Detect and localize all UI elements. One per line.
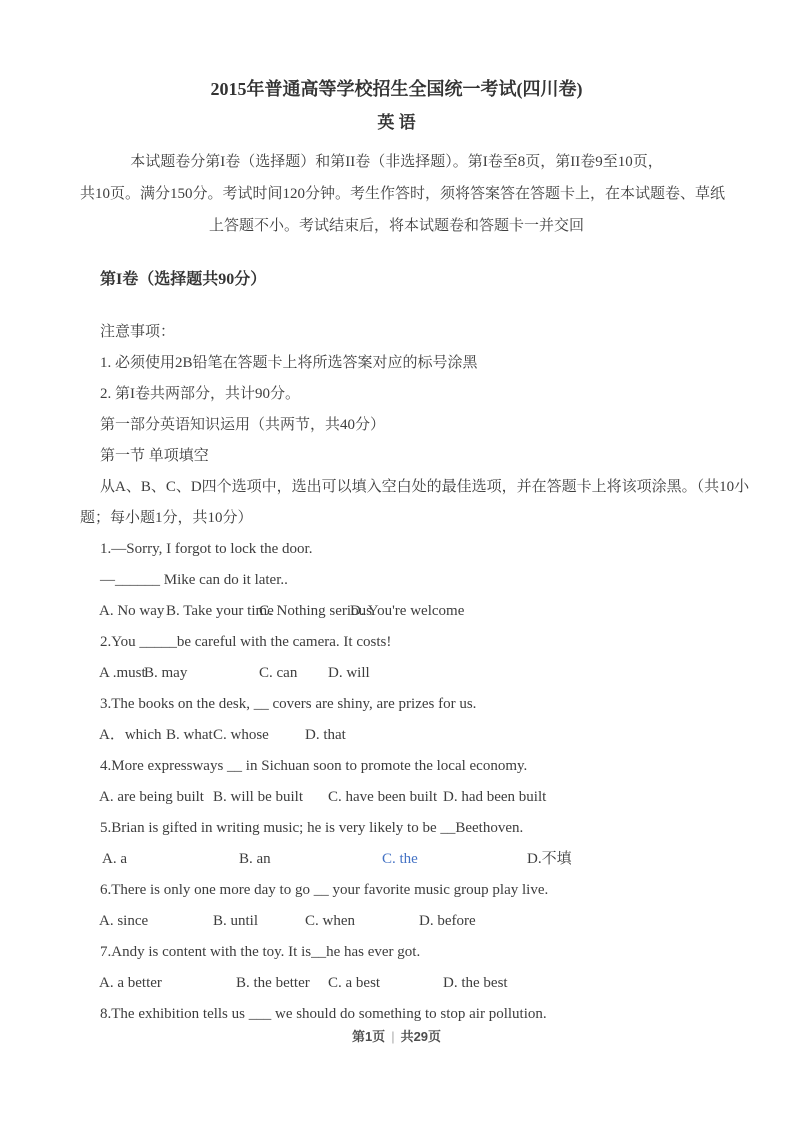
- question-list: [80, 534, 713, 1030]
- notice-title: 注意事项：: [100, 324, 176, 340]
- question-text: 5.Brian is gifted in writing music; he is very likely to be __Beethoven.: [100, 820, 524, 836]
- option-item: B. may: [144, 665, 188, 681]
- option-item: C. have been built: [328, 789, 438, 805]
- footer-separator: |: [391, 1029, 395, 1044]
- option-item: D. before: [419, 913, 476, 929]
- option-item: C. can: [259, 665, 298, 681]
- exam-subject: 英 语: [377, 113, 416, 132]
- note-item: 2. 第I卷共两部分，共计90分。: [100, 386, 300, 402]
- subsection-heading: 第一节 单项填空: [100, 448, 209, 464]
- exam-title: 2015年普通高等学校招生全国统一考试(四川卷): [210, 79, 583, 99]
- question-text: —______ Mike can do it later..: [100, 572, 288, 588]
- option-item: B. what: [166, 727, 213, 743]
- question-text: 8.The exhibition tells us ___ we should do something to stop air pollution.: [100, 1006, 547, 1022]
- option-item: A. No way: [99, 603, 165, 619]
- option-item: D. had been built: [443, 789, 547, 805]
- options-row: [80, 968, 713, 999]
- intro-line: 上答题不小。考试结束后，将本试题卷和答题卡一并交回: [208, 218, 584, 234]
- option-item: C. when: [305, 913, 355, 929]
- option-item: C. whose: [213, 727, 269, 743]
- option-item: B. the better: [236, 975, 310, 991]
- question-text: 3.The books on the desk, __ covers are shiny, are prizes for us.: [100, 696, 477, 712]
- option-item: B. until: [213, 913, 259, 929]
- option-item: C. Nothing serious: [259, 603, 372, 619]
- option-item: B. will be built: [213, 789, 303, 805]
- option-item: C. a best: [328, 975, 381, 991]
- option-item: A .must: [99, 665, 146, 681]
- instructions: [80, 472, 750, 534]
- question-text: 4.More expressways __ in Sichuan soon to promote the local economy.: [100, 758, 528, 774]
- options-row: [80, 720, 713, 751]
- question-text: 2.You _____be careful with the camera. It costs!: [100, 634, 392, 650]
- question-text: 6.There is only one more day to go __ your favorite music group play live.: [100, 882, 549, 898]
- page-number: 第1页: [351, 1029, 386, 1044]
- option-item: D. will: [328, 665, 370, 681]
- options-row: [80, 658, 713, 689]
- options-row: [80, 596, 713, 627]
- option-item: A. are being built: [99, 789, 204, 805]
- option-item: D.不填: [527, 851, 572, 867]
- instruction-line: 题；每小题1分，共10分）: [80, 510, 253, 526]
- option-item: D. that: [305, 727, 346, 743]
- notice-list: [80, 348, 713, 410]
- option-item: D. You're welcome: [350, 603, 465, 619]
- option-item: A．which: [99, 727, 162, 743]
- exam-intro: [80, 146, 726, 242]
- options-row: [80, 906, 713, 937]
- option-item: A. a better: [99, 975, 162, 991]
- option-item: A. a: [102, 851, 127, 867]
- question-text: 7.Andy is content with the toy. It is__he has ever got.: [100, 944, 421, 960]
- options-row: [80, 844, 713, 875]
- option-item: C. the: [382, 851, 418, 867]
- question-text: 1.—Sorry, I forgot to lock the door.: [100, 541, 313, 557]
- option-item: B. an: [239, 851, 271, 867]
- option-item: B. Take your time: [166, 603, 274, 619]
- option-item: D. the best: [443, 975, 508, 991]
- part-heading: 第一部分英语知识运用（共两节，共40分）: [100, 417, 386, 433]
- option-item: A. since: [99, 913, 149, 929]
- note-item: 1. 必须使用2B铅笔在答题卡上将所选答案对应的标号涂黑: [100, 355, 478, 371]
- page-footer: [0, 1026, 793, 1045]
- options-row: [80, 782, 713, 813]
- intro-line: 共10页。满分150分。考试时间120分钟。考生作答时，须将答案答在答题卡上，在本试题卷、草纸: [80, 186, 726, 202]
- instruction-line: 从A、B、C、D四个选项中，选出可以填入空白处的最佳选项，并在答题卡上将该项涂黑。（共10小: [100, 479, 750, 495]
- intro-line: 本试题卷分第I卷（选择题）和第II卷（非选择题）。第I卷至8页，第II卷9至10页，: [130, 154, 663, 170]
- total-pages: 共29页: [400, 1029, 442, 1044]
- section-heading: 第I卷（选择题共90分）: [100, 271, 267, 288]
